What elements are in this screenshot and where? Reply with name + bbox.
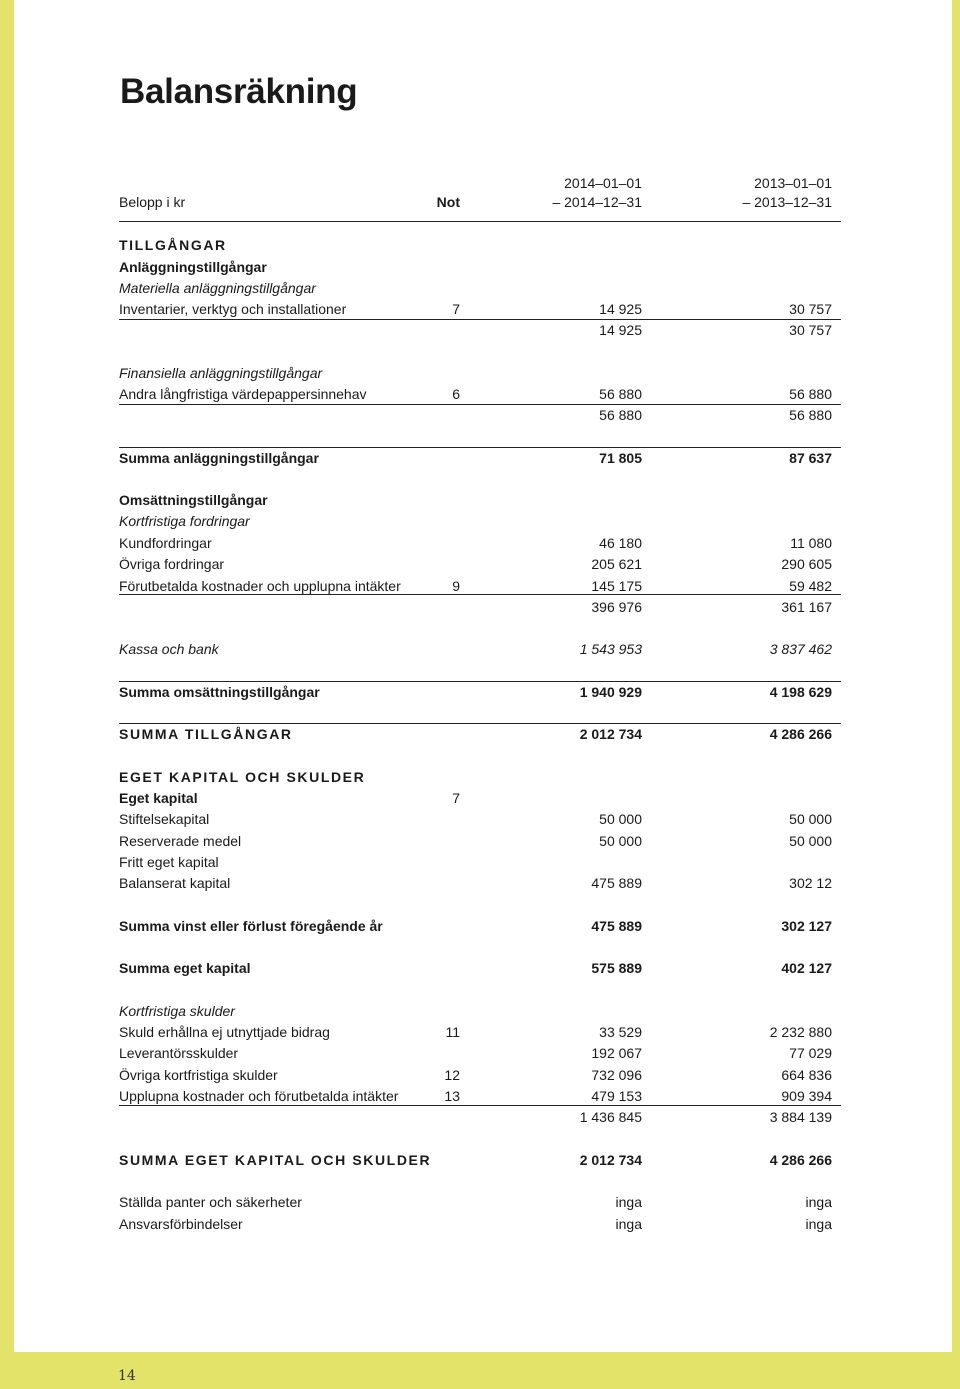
table-row bbox=[0, 1150, 960, 1170]
row-value-2014: 33 529 bbox=[599, 1024, 642, 1040]
row-value-2014: 50 000 bbox=[599, 811, 642, 827]
table-row bbox=[0, 1192, 960, 1212]
row-note: 13 bbox=[444, 1088, 460, 1104]
header-label: Belopp i kr bbox=[119, 194, 186, 210]
row-value-2014: 14 925 bbox=[599, 301, 642, 317]
table-rule bbox=[119, 681, 841, 682]
table-row bbox=[0, 299, 960, 319]
row-value-2014: 475 889 bbox=[591, 918, 642, 934]
period2-end: – 2013–12–31 bbox=[742, 194, 832, 210]
row-value-2014: 56 880 bbox=[599, 386, 642, 402]
row-value-2014: 479 153 bbox=[591, 1088, 642, 1104]
row-label: Eget kapital bbox=[119, 790, 198, 806]
table-row bbox=[0, 831, 960, 851]
row-label: Anläggningstillgångar bbox=[119, 259, 267, 275]
row-label: Balanserat kapital bbox=[119, 875, 231, 891]
row-value-2013: 302 12 bbox=[789, 875, 832, 891]
row-value-2013: inga bbox=[805, 1216, 832, 1232]
row-label: Andra långfristiga värdepappersinnehav bbox=[119, 386, 367, 402]
row-label: Leverantörsskulder bbox=[119, 1045, 239, 1061]
row-label: Övriga kortfristiga skulder bbox=[119, 1067, 278, 1083]
row-label: SUMMA TILLGÅNGAR bbox=[119, 726, 293, 742]
row-label: Reserverade medel bbox=[119, 833, 242, 849]
row-note: 9 bbox=[452, 578, 460, 594]
table-row bbox=[0, 639, 960, 659]
table-row bbox=[0, 511, 960, 531]
row-value-2013: 361 167 bbox=[781, 599, 832, 615]
row-value-2013: 30 757 bbox=[789, 322, 832, 338]
row-value-2013: 402 127 bbox=[781, 960, 832, 976]
row-value-2013: 30 757 bbox=[789, 301, 832, 317]
row-value-2013: 4 286 266 bbox=[769, 1152, 832, 1168]
row-value-2013: 3 837 462 bbox=[769, 641, 832, 657]
row-value-2014: 205 621 bbox=[591, 556, 642, 572]
row-value-2013: 59 482 bbox=[789, 578, 832, 594]
row-label: Upplupna kostnader och förutbetalda intäkter bbox=[119, 1088, 399, 1104]
period2-start: 2013–01–01 bbox=[754, 175, 832, 191]
row-value-2013: 664 836 bbox=[781, 1067, 832, 1083]
row-label: Ställda panter och säkerheter bbox=[119, 1194, 302, 1210]
row-label: Finansiella anläggningstillgångar bbox=[119, 365, 323, 381]
row-value-2014: 1 436 845 bbox=[579, 1109, 642, 1125]
table-row bbox=[0, 448, 960, 468]
table-row bbox=[0, 682, 960, 702]
row-label: Summa eget kapital bbox=[119, 960, 251, 976]
table-row bbox=[0, 809, 960, 829]
row-value-2014: 396 976 bbox=[591, 599, 642, 615]
row-label: Förutbetalda kostnader och upplupna intäkter bbox=[119, 578, 401, 594]
row-note: 7 bbox=[452, 301, 460, 317]
row-note: 7 bbox=[452, 790, 460, 806]
row-note: 12 bbox=[444, 1067, 460, 1083]
row-value-2013: 56 880 bbox=[789, 386, 832, 402]
table-row bbox=[0, 1043, 960, 1063]
table-row bbox=[0, 1086, 960, 1106]
table-rule bbox=[119, 447, 841, 448]
table-row bbox=[0, 363, 960, 383]
row-label: Summa anläggningstillgångar bbox=[119, 450, 319, 466]
row-value-2013: 2 232 880 bbox=[769, 1024, 832, 1040]
table-rule bbox=[119, 594, 841, 595]
table-row bbox=[0, 490, 960, 510]
row-value-2013: 909 394 bbox=[781, 1088, 832, 1104]
table-row bbox=[0, 852, 960, 872]
table-row bbox=[0, 554, 960, 574]
table-row bbox=[0, 597, 960, 617]
row-value-2013: 3 884 139 bbox=[769, 1109, 832, 1125]
row-value-2014: inga bbox=[615, 1216, 642, 1232]
table-row bbox=[0, 1214, 960, 1234]
table-row bbox=[0, 576, 960, 596]
table-row bbox=[0, 257, 960, 277]
table-rule bbox=[119, 404, 841, 405]
row-label: Kortfristiga fordringar bbox=[119, 513, 250, 529]
table-row bbox=[0, 788, 960, 808]
period1-end: – 2014–12–31 bbox=[552, 194, 642, 210]
row-note: 11 bbox=[445, 1024, 460, 1040]
page-number: 14 bbox=[118, 1368, 136, 1384]
row-value-2013: 4 198 629 bbox=[769, 684, 832, 700]
table-row bbox=[0, 384, 960, 404]
table-row bbox=[0, 320, 960, 340]
header-note: Not bbox=[436, 194, 460, 210]
row-value-2013: 4 286 266 bbox=[769, 726, 832, 742]
row-label: Stiftelsekapital bbox=[119, 811, 210, 827]
row-value-2013: inga bbox=[805, 1194, 832, 1210]
row-value-2013: 56 880 bbox=[789, 407, 832, 423]
row-label: Kortfristiga skulder bbox=[119, 1003, 235, 1019]
row-value-2014: 2 012 734 bbox=[579, 726, 642, 742]
table-row bbox=[0, 1001, 960, 1021]
table-rule bbox=[119, 1105, 841, 1106]
row-label: Övriga fordringar bbox=[119, 556, 225, 572]
row-value-2013: 290 605 bbox=[781, 556, 832, 572]
row-note: 6 bbox=[452, 386, 460, 402]
row-value-2014: 71 805 bbox=[599, 450, 642, 466]
row-value-2013: 11 080 bbox=[790, 535, 832, 551]
row-label: Materiella anläggningstillgångar bbox=[119, 280, 316, 296]
table-row bbox=[0, 767, 960, 787]
row-label: Fritt eget kapital bbox=[119, 854, 219, 870]
row-value-2014: 46 180 bbox=[599, 535, 642, 551]
row-value-2014: 1 543 953 bbox=[579, 641, 642, 657]
row-value-2014: 2 012 734 bbox=[579, 1152, 642, 1168]
row-value-2014: 50 000 bbox=[599, 833, 642, 849]
row-label: SUMMA EGET KAPITAL OCH SKULDER bbox=[119, 1152, 432, 1168]
table-row bbox=[0, 916, 960, 936]
table-row bbox=[0, 405, 960, 425]
table-row bbox=[0, 1065, 960, 1085]
period1-start: 2014–01–01 bbox=[564, 175, 642, 191]
row-label: Kassa och bank bbox=[119, 641, 219, 657]
row-value-2014: inga bbox=[615, 1194, 642, 1210]
row-value-2013: 302 127 bbox=[781, 918, 832, 934]
row-value-2014: 575 889 bbox=[591, 960, 642, 976]
row-value-2014: 732 096 bbox=[591, 1067, 642, 1083]
row-label: TILLGÅNGAR bbox=[119, 237, 227, 253]
row-label: EGET KAPITAL OCH SKULDER bbox=[119, 769, 366, 785]
table-row bbox=[0, 1022, 960, 1042]
row-value-2014: 192 067 bbox=[591, 1045, 642, 1061]
row-label: Skuld erhållna ej utnyttjade bidrag bbox=[119, 1024, 330, 1040]
table-row bbox=[0, 533, 960, 553]
table-rule bbox=[119, 319, 841, 320]
row-value-2014: 1 940 929 bbox=[579, 684, 642, 700]
row-label: Summa omsättningstillgångar bbox=[119, 684, 320, 700]
row-label: Inventarier, verktyg och installationer bbox=[119, 301, 347, 317]
row-value-2013: 50 000 bbox=[789, 833, 832, 849]
row-value-2013: 77 029 bbox=[789, 1045, 832, 1061]
row-label: Omsättningstillgångar bbox=[119, 492, 268, 508]
row-label: Summa vinst eller förlust föregående år bbox=[119, 918, 383, 934]
row-label: Kundfordringar bbox=[119, 535, 212, 551]
table-row bbox=[0, 278, 960, 298]
table-row bbox=[0, 235, 960, 255]
row-value-2014: 475 889 bbox=[591, 875, 642, 891]
row-label: Ansvarsförbindelser bbox=[119, 1216, 243, 1232]
row-value-2014: 145 175 bbox=[591, 578, 642, 594]
page-title: Balansräkning bbox=[120, 72, 358, 111]
row-value-2014: 56 880 bbox=[599, 407, 642, 423]
row-value-2013: 87 637 bbox=[789, 450, 832, 466]
row-value-2013: 50 000 bbox=[789, 811, 832, 827]
table-row bbox=[0, 1107, 960, 1127]
table-row bbox=[0, 724, 960, 744]
table-row bbox=[0, 958, 960, 978]
table-rule bbox=[119, 723, 841, 724]
row-value-2014: 14 925 bbox=[599, 322, 642, 338]
table-row bbox=[0, 873, 960, 893]
